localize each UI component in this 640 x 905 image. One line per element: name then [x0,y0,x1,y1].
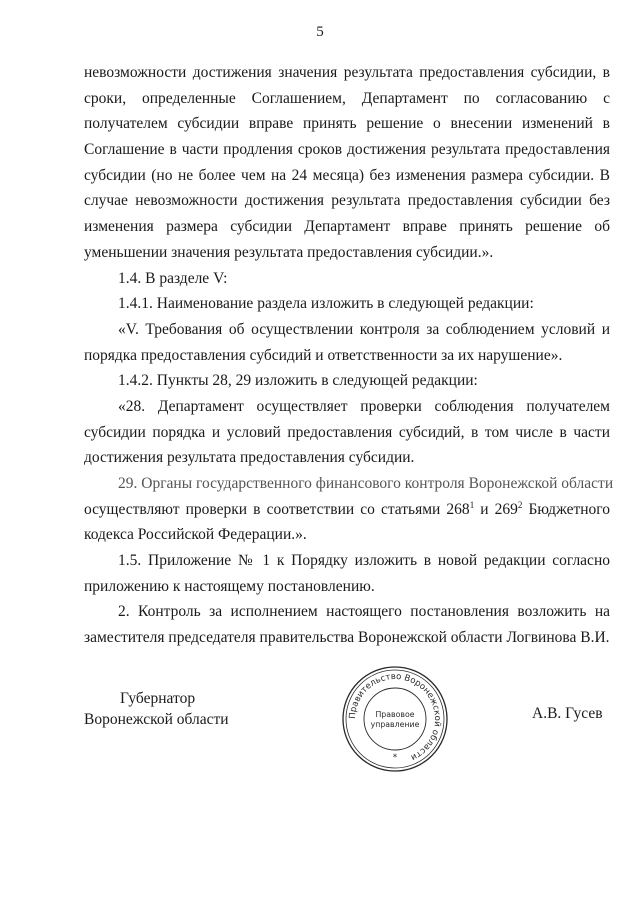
text-line: уменьшении значения результата предоставления субсидии.». [84,243,494,261]
text-line: 1.4. В разделе V: [118,269,228,287]
text-line: невозможности достижения значения результата предоставления субсидии, в [84,64,610,81]
text-line: заместителя председателя правительства Воронежской области Логвинова В.И. [84,629,610,647]
signatory-role: Губернатор [120,690,196,707]
paragraph-item-28 [84,394,610,471]
superscript: 1 [469,499,475,510]
paragraph-1-4 [84,266,610,292]
signatory-region: Воронежской области [84,711,229,728]
paragraph-1-5 [84,548,610,599]
text-line: субсидии (но не более чем на 24 месяца) без изменения размера субсидии. В [84,166,610,184]
text-line: «V. Требования об осуществлении контроля за соблюдением условий и [118,320,610,338]
paragraph-1-4-2 [84,368,610,394]
signatory-name: А.В. Гусев [532,705,603,722]
text-line: достижения результата предоставления субсидии. [84,449,415,467]
text-line: случае невозможности достижения результата предоставления субсидии без [84,192,610,210]
text-line: 1.4.2. Пункты 28, 29 изложить в следующей редакции: [118,372,478,390]
text-line: сроки, определенные Соглашением, Департамент по согласованию с [84,89,610,107]
text-line: 29. Органы государственного финансового контроля Воронежской области [118,475,614,492]
page-number: 5 [316,24,324,40]
text-line: приложению к настоящему постановлению. [84,577,375,595]
text-line: 1.5. Приложение № 1 к Порядку изложить в новой редакции согласно [118,552,610,570]
stamp-center-line1: Правовое [375,710,415,719]
document-body [84,60,614,651]
text-line-with-superscripts [84,497,610,523]
paragraph-2 [84,599,610,650]
text-line: Соглашение в части продления сроков достижения результата предоставления [84,141,610,159]
text-fragment: осуществляют проверки в соответствии со статьями 268 [84,500,470,518]
text-line: порядка предоставления субсидий и ответственности за их нарушение». [84,346,563,364]
text-line: кодекса Российской Федерации.». [84,526,307,544]
signatory-title [84,688,229,730]
text-line: 2. Контроль за исполнением настоящего постановления возложить на [118,603,610,621]
paragraph-item-29 [84,471,614,548]
official-stamp [340,664,450,774]
paragraph-continuation [84,60,610,266]
paragraph-section-v-title [84,317,610,368]
superscript: 2 [517,499,523,510]
text-line: «28. Департамент осуществляет проверки соблюдения получателем [118,397,610,415]
stamp-ring-text: Правительство Воронежской области [347,671,443,763]
text-line: субсидии порядка и условий предоставления субсидий, в том числе в части [84,423,610,441]
stamp-center-line2: управление [370,720,420,729]
text-line: получателем субсидии вправе принять решение о внесении изменений в [84,115,610,133]
stamp-star: * [392,753,398,763]
text-fragment: Бюджетного [522,500,610,518]
paragraph-1-4-1 [84,291,610,317]
stamp-inner-ring [364,688,426,750]
text-line: 1.4.1. Наименование раздела изложить в следующей редакции: [118,295,534,313]
text-fragment: и 269 [474,500,518,518]
text-line: изменения размера субсидии Департамент вправе принять решение об [84,218,610,236]
